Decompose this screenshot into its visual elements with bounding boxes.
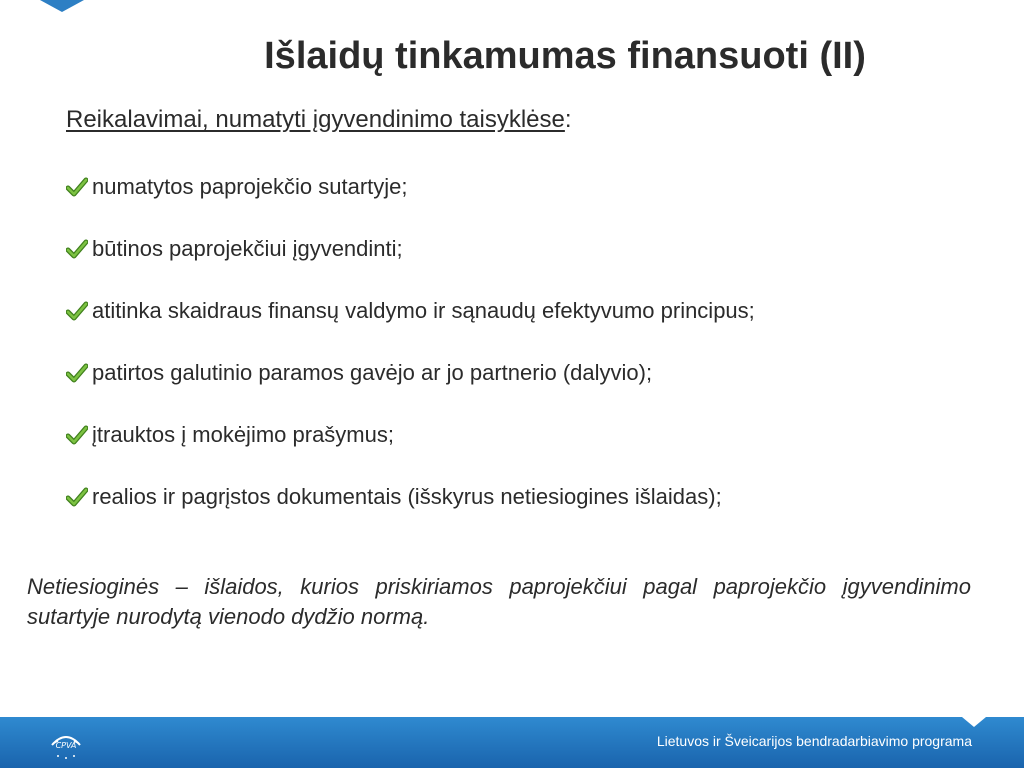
list-item xyxy=(66,478,755,540)
list-item-text: įtrauktos į mokėjimo prašymus; xyxy=(92,422,394,447)
check-icon xyxy=(66,362,88,384)
list-item xyxy=(66,354,755,416)
subtitle-text: Reikalavimai, numatyti įgyvendinimo taisyklėse xyxy=(66,106,565,133)
check-icon xyxy=(66,300,88,322)
check-icon xyxy=(66,486,88,508)
slide-subtitle xyxy=(66,104,572,136)
list-item xyxy=(66,292,755,354)
list-item xyxy=(66,230,755,292)
logo-text: CPVA xyxy=(55,741,77,750)
list-item xyxy=(66,416,755,478)
slide-title: Išlaidų tinkamumas finansuoti (II) xyxy=(264,35,866,77)
subtitle-colon: : xyxy=(564,106,572,133)
list-item-text: patirtos galutinio paramos gavėjo ar jo partnerio (dalyvio); xyxy=(92,360,653,385)
program-name: Lietuvos ir Šveicarijos bendradarbiavimo programa xyxy=(656,733,972,749)
corner-tab-decoration xyxy=(40,0,84,12)
list-item-text: atitinka skaidraus finansų valdymo ir sąnaudų efektyvumo principus; xyxy=(92,298,755,323)
check-icon xyxy=(66,176,88,198)
list-item-text: būtinos paprojekčiui įgyvendinti; xyxy=(92,236,403,261)
requirements-list xyxy=(66,168,755,540)
footer-bar xyxy=(0,717,1024,768)
check-icon xyxy=(66,238,88,260)
list-item-text: realios ir pagrįstos dokumentais (išskyrus netiesiogines išlaidas); xyxy=(92,484,722,509)
definition-note: Netiesioginės – išlaidos, kurios priskiriamos paprojekčiui pagal paprojekčio įgyvendinimo sutartyje nurodytą vienodo dydžio normą. xyxy=(27,574,971,629)
check-icon xyxy=(66,424,88,446)
list-item xyxy=(66,168,755,230)
list-item-text: numatytos paprojekčio sutartyje; xyxy=(92,174,408,199)
footer-notch-decoration xyxy=(962,717,986,727)
cpva-logo-icon xyxy=(46,725,86,761)
